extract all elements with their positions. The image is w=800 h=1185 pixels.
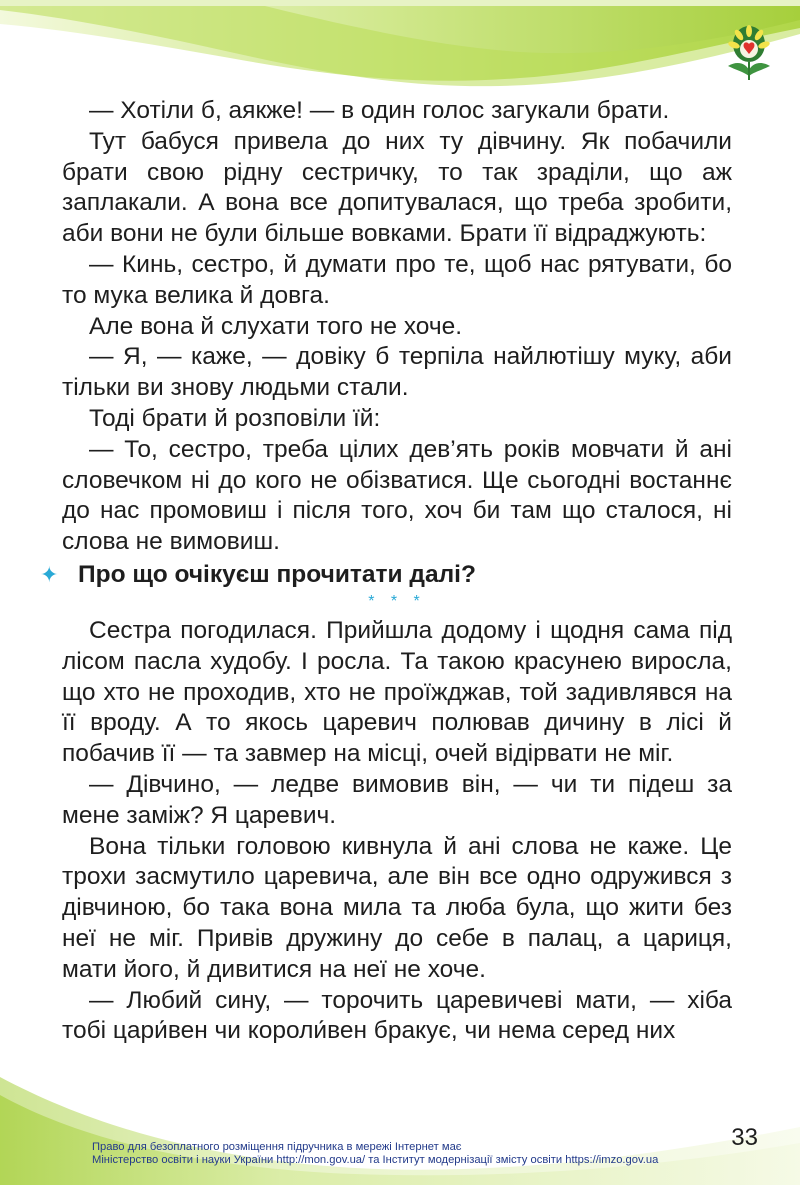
paragraph: — То, сестро, треба цілих дев’ять років мовчати й ані словечком ні до кого не обізватися. Ще сьогодні востаннє до нас промовиш і після того, хоч би там що сталося, ні слова не вимовиш. [62,435,732,556]
paragraph: Сестра погодилася. Прийшла додому і щодня сама під лісом пасла худобу. І росла. Та такою красунею виросла, що хто не проходив, хто не проїжджав, той задивлявся на її вроду. А то якось царевич полював дичину в лісі й побачив її — та завмер на місці, очей відірвати не міг. [62,616,732,768]
paragraph: — Хотіли б, аякже! — в один голос загукали брати. [89,97,670,124]
paragraph: — Кинь, сестро, й думати про те, щоб нас рятувати, бо то мука велика й довга. [62,250,732,309]
section-separator: * * * [368,592,426,610]
page-number: 33 [731,1124,758,1151]
paragraph: Але вона й слухати того не хоче. [89,312,463,340]
main-text [40,96,732,1047]
paragraph: — Любий сину, — торочить царевичеві мати, — хіба тобі цари́вен чи короли́вен бракує, чи нема серед них [62,986,732,1045]
question-heading [40,558,732,592]
footer-copyright [92,1141,658,1167]
paragraph: Тоді брати й розповіли їй: [89,404,381,432]
four-point-star-icon: ✦ [40,561,59,587]
paragraph: Тут бабуся привела до них ту дівчину. Як побачили брати свою рідну сестричку, то так зраділи, що аж заплакали. А вона все допитувалася, що треба зробити, аби вони не були більше вовками. Брати її відраджують: [62,127,732,248]
paragraph: — Я, — каже, — довіку б терпіла найлютішу муку, аби тільки ви знову людьми стали. [62,343,732,402]
paragraph: Вона тільки головою кивнула й ані слова не каже. Це трохи засмутило царевича, але він все одно одружився з дівчиною, бо така вона мила та люба була, що жити без неї не міг. Привів дружину до себе в палац, а цариця, мати його, й дивитися на неї не хоче. [62,832,732,983]
question-text: Про що очікуєш прочитати далі? [78,560,476,588]
floral-ornament-icon [720,22,778,84]
paragraph: — Дівчино, — ледве вимовив він, — чи ти підеш за мене заміж? Я царевич. [62,770,732,829]
top-decorative-wave [0,0,800,110]
footer-line: Міністерство освіти і науки України http://mon.gov.ua/ та Інститут модернізації змісту освіти https://imzo.gov.ua [92,1154,659,1166]
footer-line: Право для безоплатного розміщення підручника в мережі Інтернет має [92,1141,462,1153]
